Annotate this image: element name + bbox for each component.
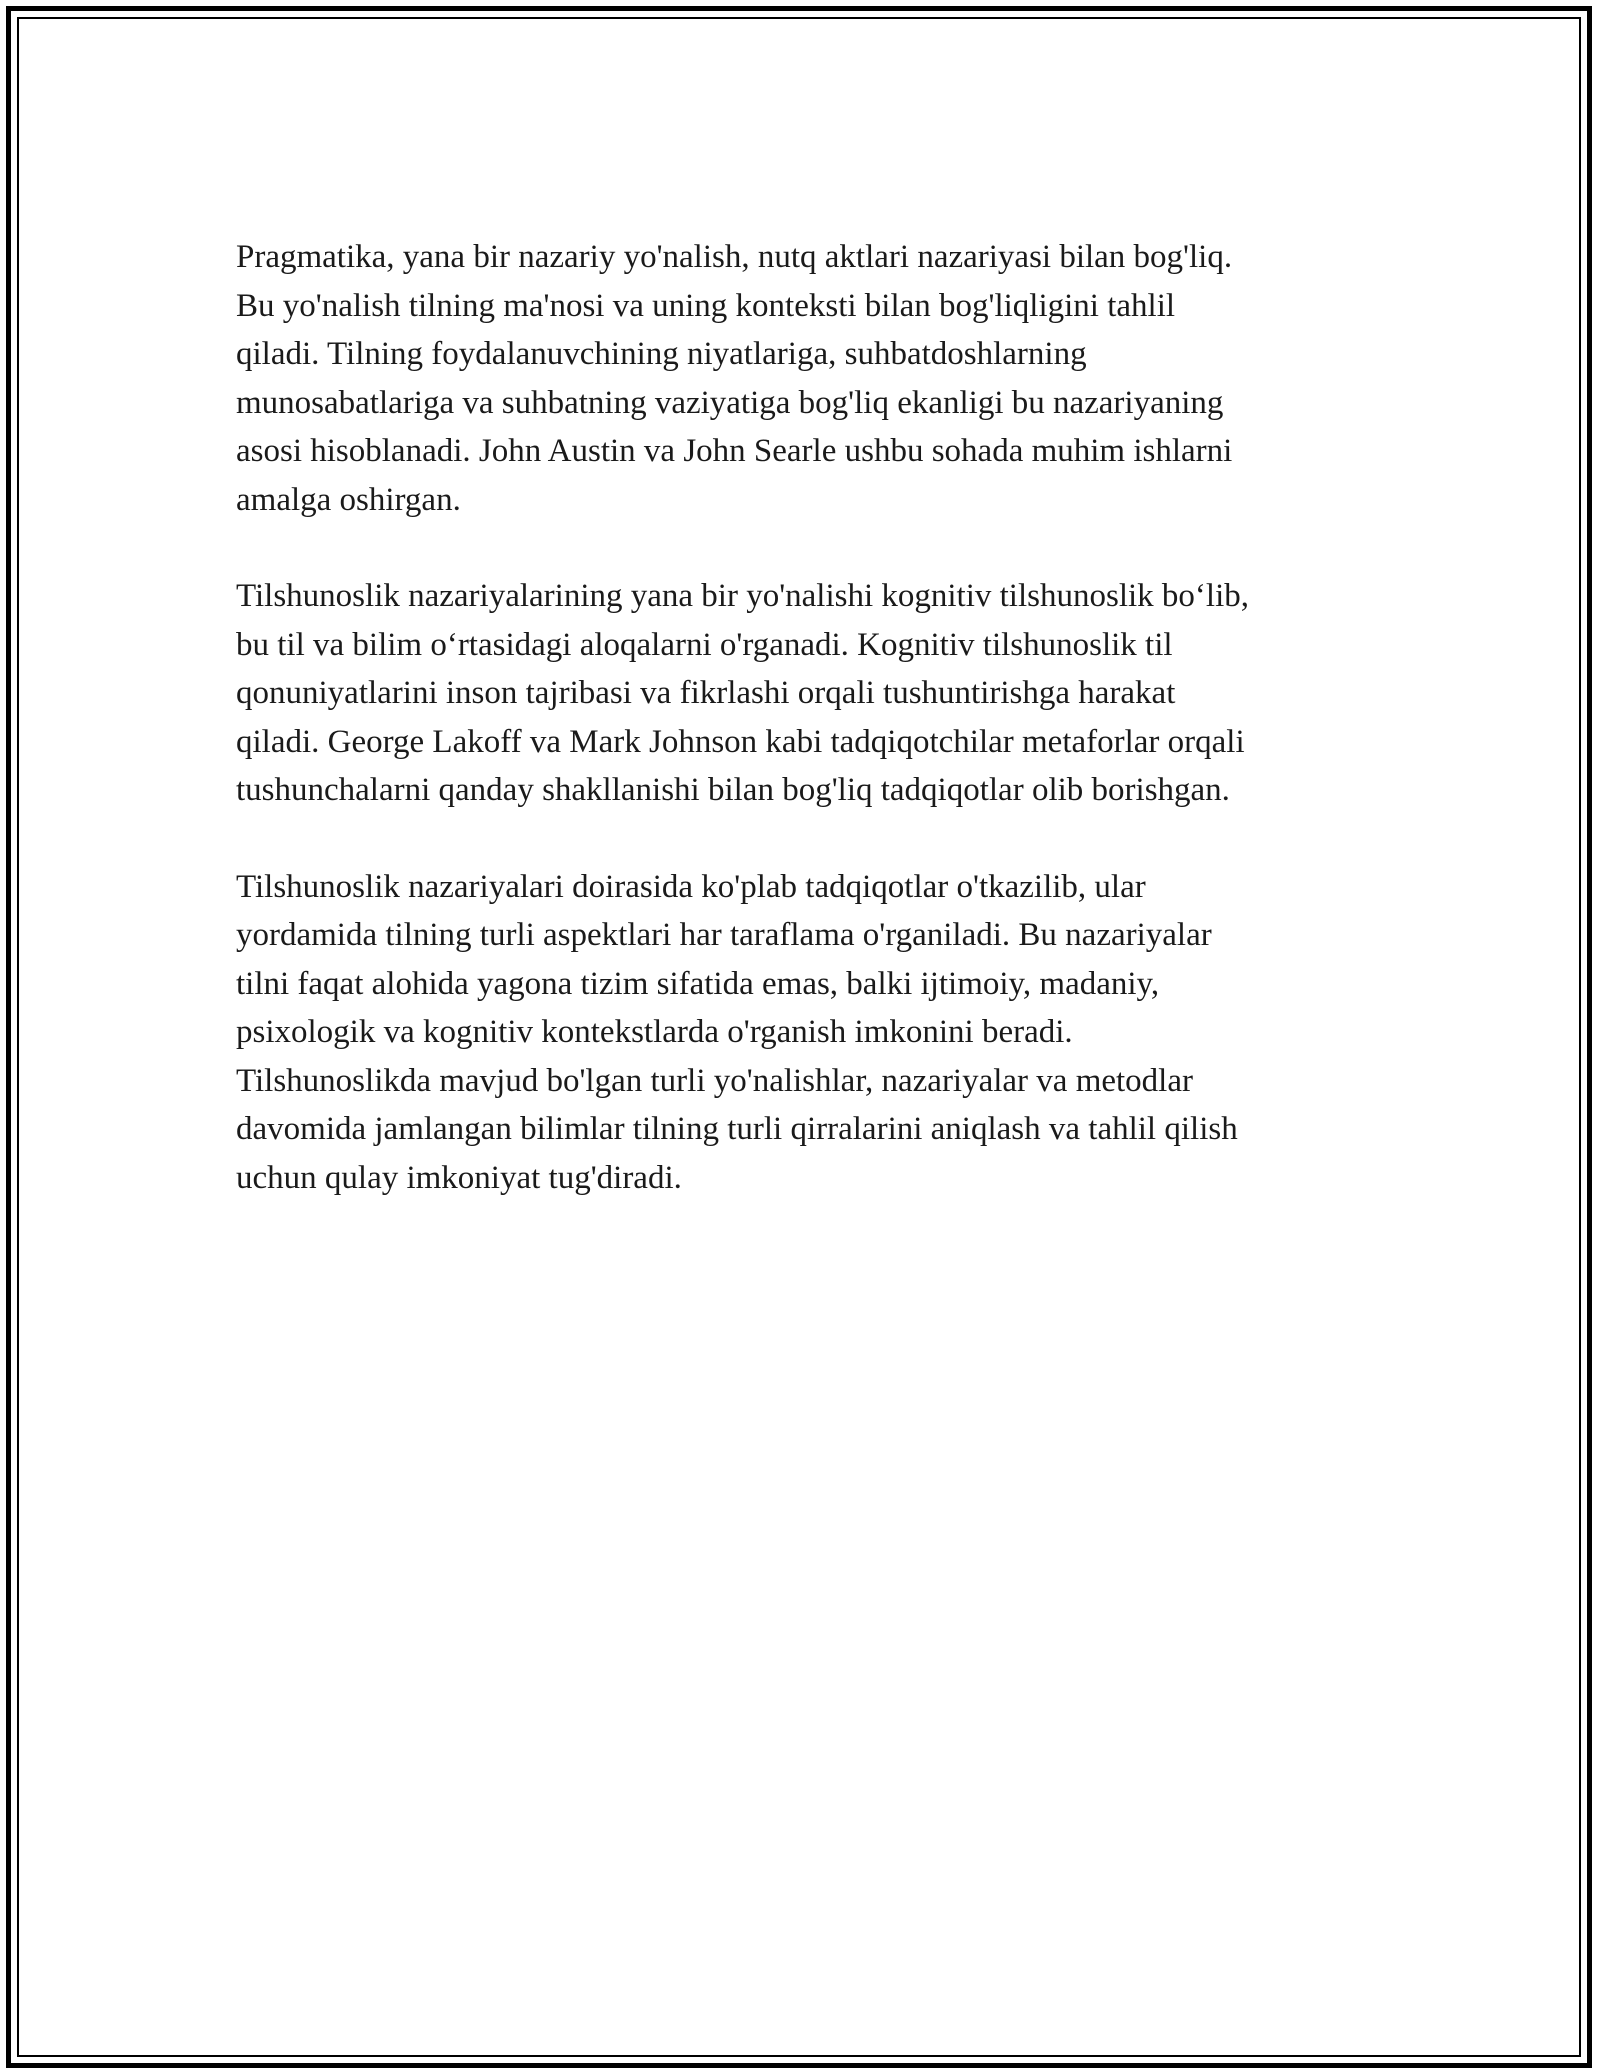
paragraph-linguistic-theories: Tilshunoslik nazariyalari doirasida ko'plab tadqiqotlar o'tkazilib, ular yordamida tilning turli aspektlari har taraflama o'rganiladi. Bu nazariyalar tilni faqat alohida yagona tizim sifatida emas, balki ijtimoiy, madaniy, psixologik va kognitiv kontekstlarda o'rganish imkonini beradi. Tilshunoslikda mavjud bo'lgan turli yo'nalishlar, nazariyalar va metodlar davomida jamlangan bilimlar tilning turli qirralarini aniqlash va tahlil qilish uchun qulay imkoniyat tug'diradi. (236, 868, 1238, 1196)
paragraph-cognitive-linguistics: Tilshunoslik nazariyalarining yana bir yo'nalishi kognitiv tilshunoslik bo‘lib, bu til va bilim o‘rtasidagi aloqalarni o'rganadi. Kognitiv tilshunoslik til qonuniyatlarini inson tajribasi va fikrlashi orqali tushuntirishga harakat qiladi. George Lakoff va Mark Johnson kabi tadqiqotchilar metaforlar orqali tushunchalarni qanday shakllanishi bilan bog'liq tadqiqotlar olib borishgan. (236, 578, 1249, 808)
document-body (236, 233, 1386, 1250)
paragraph-pragmatics: Pragmatika, yana bir nazariy yo'nalish, nutq aktlari nazariyasi bilan bog'liq. Bu yo'nalish tilning ma'nosi va uning konteksti bilan bog'liqligini tahlil qiladi. Tilning foydalanuvchining niyatlariga, suhbatdoshlarning munosabatlariga va suhbatning vaziyatiga bog'liq ekanligi bu nazariyaning asosi hisoblanadi. John Austin va John Searle ushbu sohada muhim ishlarni amalga oshirgan. (236, 239, 1233, 518)
